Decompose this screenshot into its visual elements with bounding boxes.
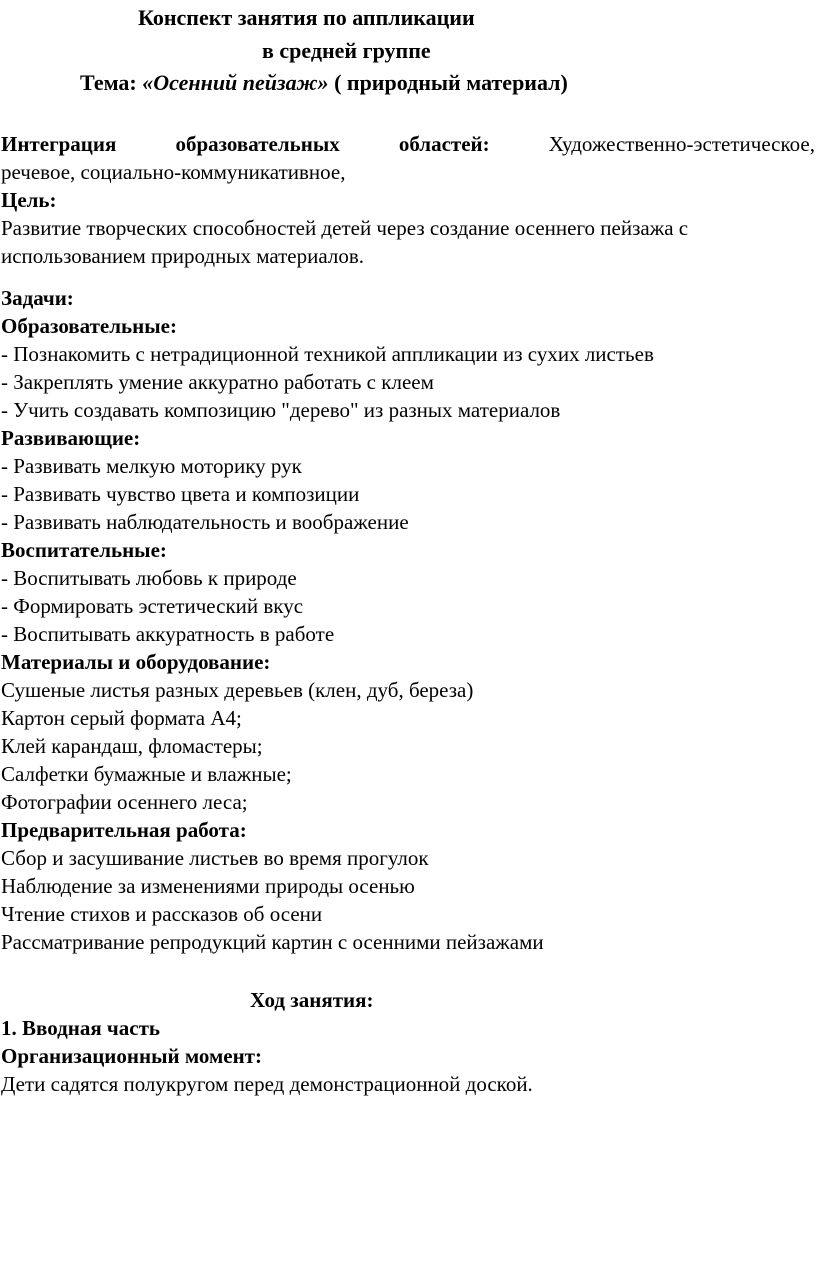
upbringing-item: - Формировать эстетический вкус	[1, 594, 304, 618]
developing-heading: Развивающие:	[1, 426, 141, 450]
theme-suffix: ( природный материал)	[328, 70, 568, 95]
educational-item: - Учить создавать композицию "дерево" из разных материалов	[1, 398, 561, 422]
materials-item: Фотографии осеннего леса;	[1, 790, 248, 814]
integration-line	[1, 131, 815, 157]
org-moment-text: Дети садятся полукругом перед демонстрационной доской.	[1, 1072, 533, 1096]
integration-word1: Интеграция	[1, 132, 117, 156]
preliminary-item: Рассматривание репродукций картин с осенними пейзажами	[1, 930, 544, 954]
integration-value-start: Художественно-эстетическое,	[548, 132, 815, 156]
doc-theme-line	[80, 70, 568, 96]
upbringing-item: - Воспитывать любовь к природе	[1, 566, 297, 590]
developing-item: - Развивать чувство цвета и композиции	[1, 482, 360, 506]
doc-title-line1: Конспект занятия по аппликации	[138, 5, 475, 30]
educational-item: - Познакомить с нетрадиционной техникой аппликации из сухих листьев	[1, 342, 654, 366]
tasks-heading: Задачи:	[1, 286, 74, 310]
doc-title-line2: в средней группе	[262, 38, 431, 63]
goal-heading: Цель:	[1, 188, 57, 212]
materials-item: Картон серый формата А4;	[1, 706, 242, 730]
materials-item: Салфетки бумажные и влажные;	[1, 762, 292, 786]
upbringing-item: - Воспитывать аккуратность в работе	[1, 622, 335, 646]
preliminary-item: Чтение стихов и рассказов об осени	[1, 902, 323, 926]
materials-item: Сушеные листья разных деревьев (клен, дуб, береза)	[1, 678, 474, 702]
developing-item: - Развивать наблюдательность и воображение	[1, 510, 409, 534]
integration-word3: областей:	[398, 132, 490, 156]
course-heading: Ход занятия:	[250, 988, 374, 1012]
upbringing-heading: Воспитательные:	[1, 538, 167, 562]
educational-heading: Образовательные:	[1, 314, 177, 338]
preliminary-item: Наблюдение за изменениями природы осенью	[1, 874, 415, 898]
materials-heading: Материалы и оборудование:	[1, 650, 271, 674]
educational-item: - Закреплять умение аккуратно работать с клеем	[1, 370, 434, 394]
theme-prefix: Тема:	[80, 70, 143, 95]
developing-item: - Развивать мелкую моторику рук	[1, 454, 302, 478]
preliminary-heading: Предварительная работа:	[1, 818, 247, 842]
preliminary-item: Сбор и засушивание листьев во время прогулок	[1, 846, 429, 870]
course-part1: 1. Вводная часть	[1, 1016, 161, 1040]
integration-word2: образовательных	[175, 132, 340, 156]
materials-item: Клей карандаш, фломастеры;	[1, 734, 263, 758]
goal-text-line2: использованием природных материалов.	[1, 244, 365, 268]
integration-value-rest: речевое, социально-коммуникативное,	[1, 160, 346, 184]
goal-text-line1: Развитие творческих способностей детей через создание осеннего пейзажа с	[1, 216, 689, 240]
org-moment-heading: Организационный момент:	[1, 1044, 262, 1068]
theme-name: «Осенний пейзаж»	[142, 70, 329, 95]
